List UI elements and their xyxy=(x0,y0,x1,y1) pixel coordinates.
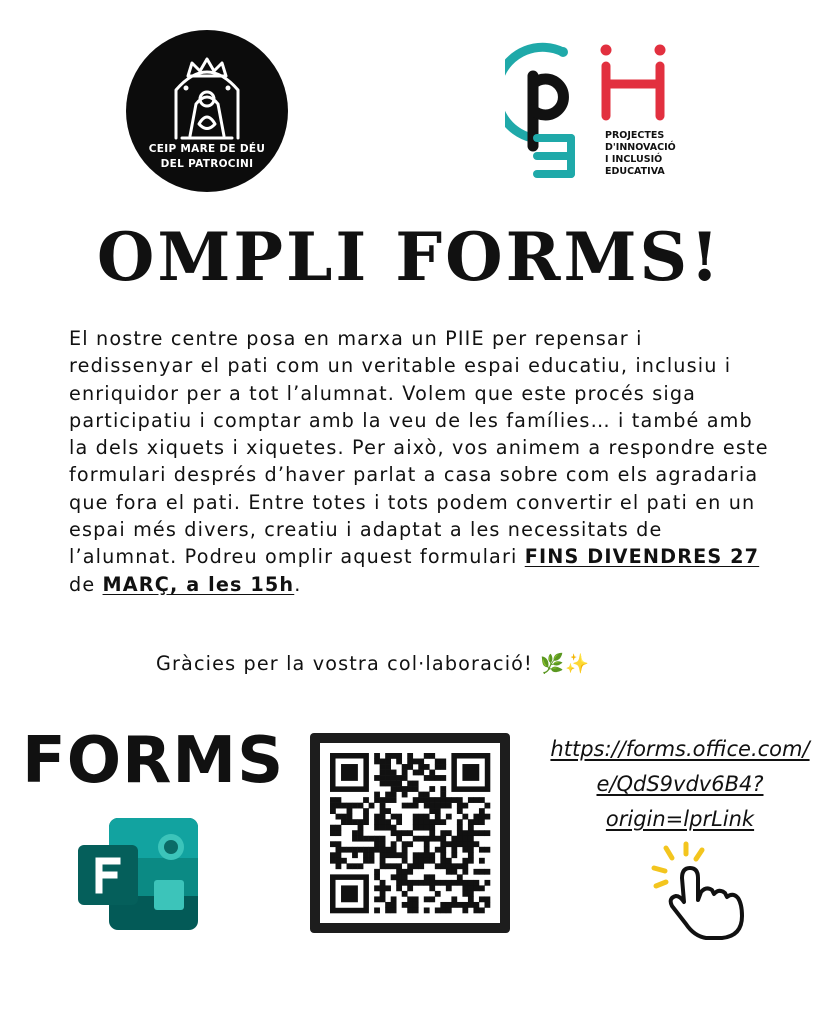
school-name-line2: DEL PATROCINI xyxy=(160,158,254,170)
qr-code-icon xyxy=(310,733,510,933)
link-line-1[interactable]: https://forms.office.com/ xyxy=(550,737,810,761)
body-paragraph xyxy=(69,325,769,598)
project-line2: D'INNOVACIÓ xyxy=(605,142,676,153)
thanks-line: Gràcies per la vostra col·laboració! 🌿✨ xyxy=(156,652,591,675)
body-end: . xyxy=(294,572,302,596)
project-line4: EDUCATIVA xyxy=(605,166,665,177)
project-logo xyxy=(505,38,705,188)
forms-heading: FORMS xyxy=(22,724,285,798)
page-title: OMPLI FORMS! xyxy=(96,218,723,296)
qr-code[interactable] xyxy=(310,733,510,933)
deadline-time: MARÇ, a les 15h xyxy=(102,572,295,596)
body-main-text: El nostre centre posa en marxa un PIIE per repensar i redissenyar el pati com un veritable espai educatiu, inclusiu i enriquidor per a tot l’alumnat. Volem que este procés siga participatiu i comptar amb la veu de les famílies… i també amb la dels xiquets i xiquetes. Per això, vos animem a respondre este formulari després d’haver parlat a casa sobre com els agradaria que fora el pati. Entre totes i tots podem convertir el pati en un espai més divers, creatiu i adaptat a les necessitats de l’alumnat. Podreu omplir aquest formulari xyxy=(69,327,769,569)
project-line1: PROJECTES xyxy=(605,130,665,141)
link-line-2[interactable]: e/QdS9vdv6B4? xyxy=(596,772,764,796)
school-logo xyxy=(126,30,288,192)
deadline-connector: de xyxy=(69,572,103,596)
project-line3: I INCLUSIÓ xyxy=(605,154,663,165)
microsoft-forms-icon xyxy=(76,816,198,932)
school-name-line1: CEIP MARE DE DÉU xyxy=(148,143,266,155)
link-line-3[interactable]: origin=lprLink xyxy=(605,807,755,831)
deadline-date: FINS DIVENDRES 27 xyxy=(524,545,760,569)
project-name xyxy=(605,130,676,178)
forms-link[interactable] xyxy=(534,732,819,837)
hand-pointer-icon xyxy=(646,840,756,940)
